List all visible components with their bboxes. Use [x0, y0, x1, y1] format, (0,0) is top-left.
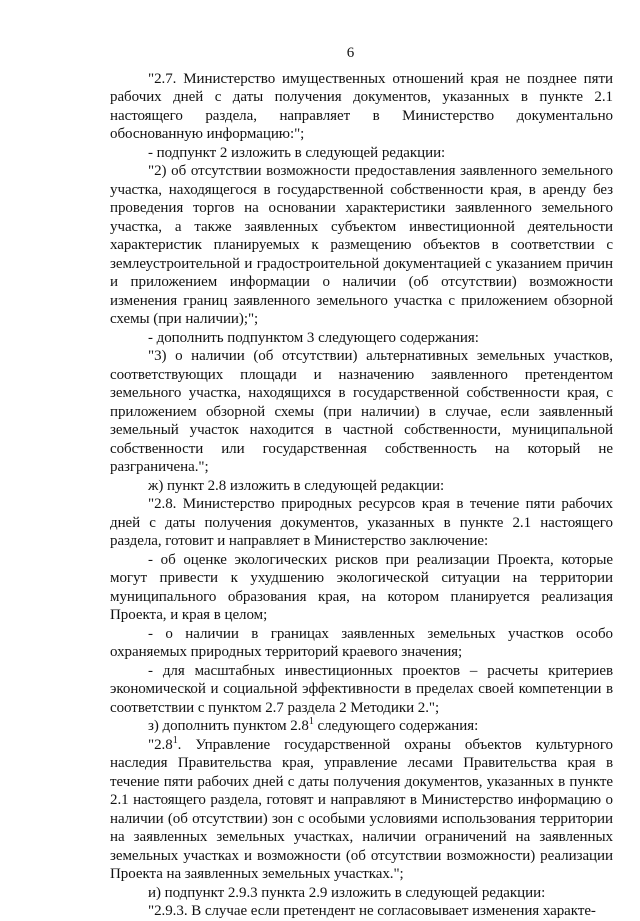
text-fragment: следующего содержания:	[313, 718, 479, 734]
document-page	[110, 44, 613, 921]
paragraph-2-9-3: "2.9.3. В случае если претендент не согласовывает изменения характе-	[148, 903, 596, 919]
superscript: 1	[172, 734, 178, 746]
paragraph-subitem-3: "3) о наличии (об отсутствии) альтернативных земельных участков, соответствующих площади и назначению заявленного претендентом земельного участка, находящихся в государственной собственности края, с приложением обзорной схемы (при наличии) в случае, если заявленный земельный участок находится в частной собственности, муниципальной собственности или государственная собственность на который не разграничена.";	[110, 348, 613, 475]
paragraph-2-7: "2.7. Министерство имущественных отношений края не позднее пяти рабочих дней с даты получения документов, указанных в пункте 2.1 настоящего раздела, направляет в Министерство документально обоснованную информацию:";	[110, 70, 613, 142]
superscript: 1	[308, 716, 314, 727]
paragraph-2-8-protected-areas: - о наличии в границах заявленных земельных участков особо охраняемых природных территорий краевого значения;	[110, 625, 613, 660]
text-fragment: . Управление государственной охраны объектов культурного наследия Правительства края, управление лесами Правительства края в течение пяти рабочих дней с даты получения документов, указанных в пункте 2.1 настоящего раздела, готовят и направляют в Министерство информацию о наличии (об отсутствии) зон с особыми условиями использования территории на заявленных земельных участках, наличии ограничений на заявленных земельных участках и возможности (об отсутствии возможности) реализации Проекта на заявленных земельных участках.";	[110, 736, 613, 882]
paragraph-subitem-2-instruction: - подпункт 2 изложить в следующей редакции:	[148, 144, 446, 161]
paragraph-subitem-3-instruction: - дополнить подпунктом 3 следующего содержания:	[148, 329, 479, 346]
paragraph-item-zh: ж) пункт 2.8 изложить в следующей редакции:	[148, 477, 445, 494]
paragraph-item-i: и) подпункт 2.9.3 пункта 2.9 изложить в следующей редакции:	[148, 884, 546, 901]
text-fragment: з) дополнить пунктом 2.8	[148, 718, 309, 734]
paragraph-2-8: "2.8. Министерство природных ресурсов края в течение пяти рабочих дней с даты получения документов, указанных в пункте 2.1 настоящего раздела, готовит и направляет в Министерство заключение:	[110, 496, 613, 549]
paragraph-item-z	[110, 717, 613, 736]
page-number: 6	[346, 45, 355, 61]
paragraph-2-8-ecology: - об оценке экологических рисков при реализации Проекта, которые могут привести к ухудшению экологической ситуации на территории муниципального образования края, на котором планируется реализация Проекта, и края в целом;	[110, 551, 613, 623]
paragraph-subitem-2: "2) об отсутствии возможности предоставления заявленного земельного участка, находящегося в государственной собственности края, в аренду без проведения торгов на основании характеристики заявленного земельного участка, а также заявленных субъектом инвестиционной деятельности характеристик планируемых к размещению объектов в соответствии с землеустроительной и градостроительной документацией с указанием причин и приложением информации о наличии (об отсутствии) возможности изменения границ заявленного земельного участка с приложением обзорной схемы (при наличии);";	[110, 163, 613, 327]
paragraph-2-8-large-projects: - для масштабных инвестиционных проектов – расчеты критериев экономической и социальной эффективности в пределах своей компетенции в соответствии с пунктом 2.7 раздела 2 Методики 2.";	[110, 662, 613, 716]
text-fragment: "2.8	[148, 736, 173, 753]
paragraph-2-8-1	[110, 736, 613, 884]
